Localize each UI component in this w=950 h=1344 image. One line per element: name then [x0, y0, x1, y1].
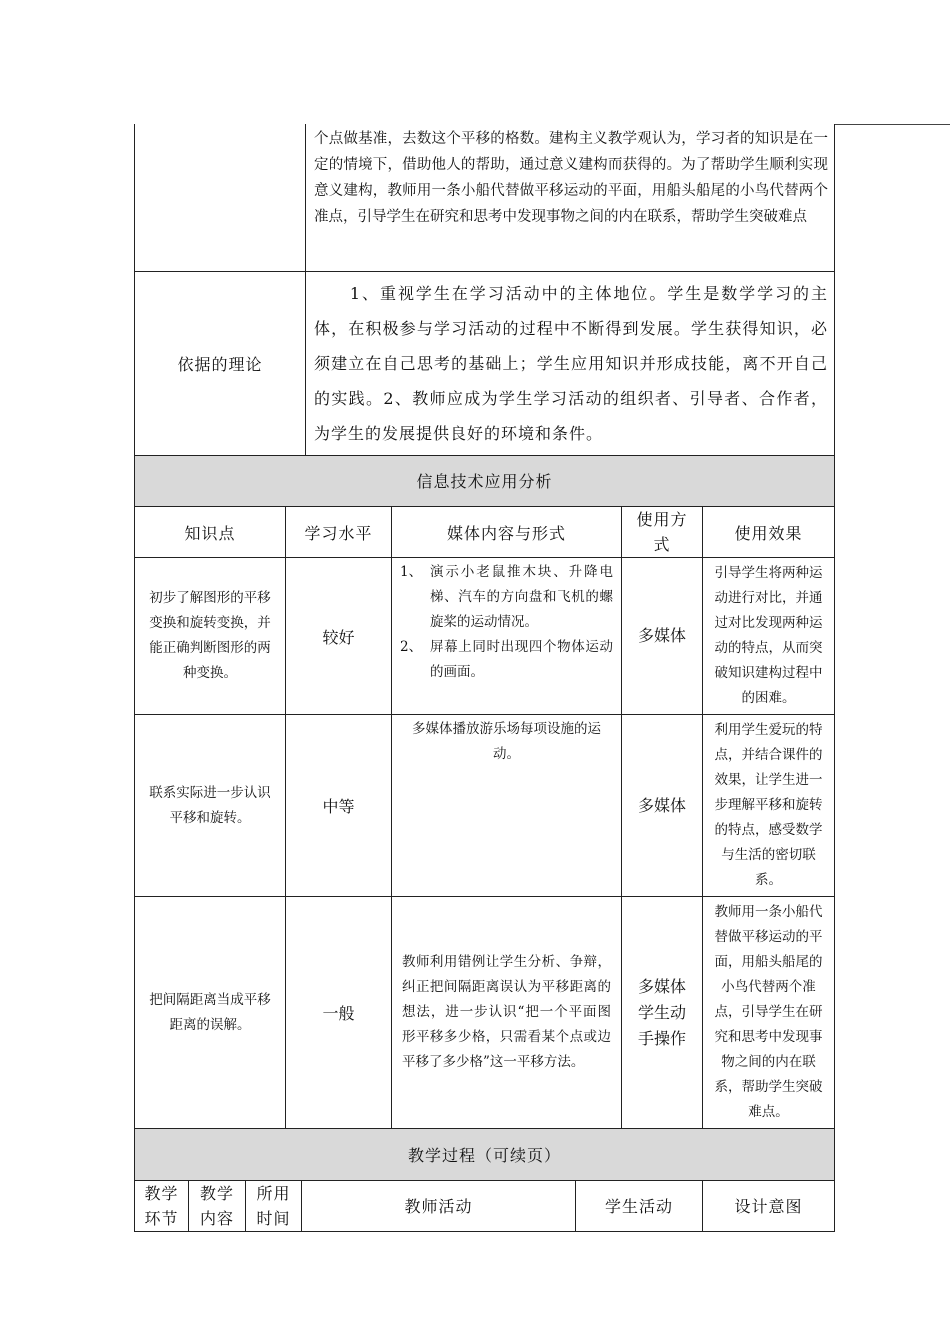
header-time: 所用时间: [246, 1180, 302, 1231]
it-section-title: 信息技术应用分析: [135, 456, 835, 507]
header-stage: 教学环节: [135, 1180, 189, 1231]
row2-effect: 利用学生爱玩的特点，并结合课件的效果，让学生进一步理解平移和旋转的特点，感受数学与生活的密切联系。: [703, 715, 835, 897]
header-content: 教学内容: [189, 1180, 246, 1231]
process-section-title: 教学过程（可续页）: [135, 1129, 835, 1180]
media-item-number: 1、: [400, 564, 423, 580]
row3-knowledge: 把间隔距离当成平移距离的误解。: [135, 897, 286, 1129]
media-item-text: 演示小老鼠推木块、升降电梯、汽车的方向盘和飞机的螺旋桨的运动情况。: [430, 564, 613, 630]
page-corner-line: [835, 124, 950, 125]
it-row-1: [135, 558, 835, 715]
theory-text: 1、重视学生在学习活动中的主体地位。学生是数学学习的主体，在积极参与学习活动的过程中不断得到发展。学生获得知识，必须建立在自己思考的基础上；学生应用知识并形成技能，离不开自己的实践。2、教师应成为学生学习活动的组织者、引导者、合作者，为学生的发展提供良好的环境和条件。: [314, 283, 828, 443]
row2-media: 多媒体播放游乐场每项设施的运动。: [392, 715, 622, 897]
header-student-activity: 学生活动: [576, 1180, 703, 1231]
process-header-row: [135, 1180, 835, 1231]
continuation-paragraph: 个点做基准，去数这个平移的格数。建构主义教学观认为，学习者的知识是在一定的情境下，借助他人的帮助，通过意义建构而获得的。为了帮助学生顺利实现意义建构，教师用一条小船代替做平移运动的平面，用船头船尾的小鸟代替两个准点，引导学生在研究和思考中发现事物之间的内在联系，帮助学生突破难点: [314, 131, 828, 225]
media-item-text: 屏幕上同时出现四个物体运动的画面。: [430, 639, 613, 680]
it-title-row: [135, 456, 835, 507]
empty-label-cell: [135, 124, 306, 271]
it-analysis-table: [134, 456, 835, 1130]
row1-method: 多媒体: [622, 558, 703, 715]
continuation-cell: [306, 124, 835, 271]
design-rationale-table: [134, 124, 835, 456]
it-row-2: [135, 715, 835, 897]
process-title-row: [135, 1129, 835, 1180]
header-media: 媒体内容与形式: [392, 507, 622, 558]
it-header-row: [135, 507, 835, 558]
header-level: 学习水平: [286, 507, 392, 558]
theory-label: 依据的理论: [135, 271, 306, 455]
process-table: [134, 1129, 835, 1232]
it-row-3: [135, 897, 835, 1129]
row2-method: 多媒体: [622, 715, 703, 897]
row3-method: 多媒体学生动手操作: [622, 897, 703, 1129]
media-item-number: 2、: [400, 639, 423, 655]
row1-effect: 引导学生将两种运动进行对比，并通过对比发现两种运动的特点，从而突破知识建构过程中的困难。: [703, 558, 835, 715]
header-effect: 使用效果: [703, 507, 835, 558]
row2-knowledge: 联系实际进一步认识平移和旋转。: [135, 715, 286, 897]
media-item: [400, 635, 613, 685]
row2-level: 中等: [286, 715, 392, 897]
row3-level: 一般: [286, 897, 392, 1129]
lesson-plan-table: [134, 124, 834, 1232]
theory-cell: [306, 271, 835, 455]
row1-media-list: [400, 560, 613, 685]
header-teacher-activity: 教师活动: [302, 1180, 576, 1231]
row1-knowledge: 初步了解图形的平移变换和旋转变换，并能正确判断图形的两种变换。: [135, 558, 286, 715]
row1-media: [392, 558, 622, 715]
header-knowledge: 知识点: [135, 507, 286, 558]
row3-effect: 教师用一条小船代替做平移运动的平面，用船头船尾的小鸟代替两个准点，引导学生在研究和思考中发现事物之间的内在联系，帮助学生突破难点。: [703, 897, 835, 1129]
continuation-row: [135, 124, 835, 271]
media-item: [400, 560, 613, 635]
row3-media: 教师利用错例让学生分析、争辩，纠正把间隔距离误认为平移距离的想法，进一步认识“把一个平面图形平移多少格，只需看某个点或边平移了多少格”这一平移方法。: [392, 897, 622, 1129]
theory-row: [135, 271, 835, 455]
row1-level: 较好: [286, 558, 392, 715]
header-method: 使用方式: [622, 507, 703, 558]
header-design-intent: 设计意图: [703, 1180, 835, 1231]
